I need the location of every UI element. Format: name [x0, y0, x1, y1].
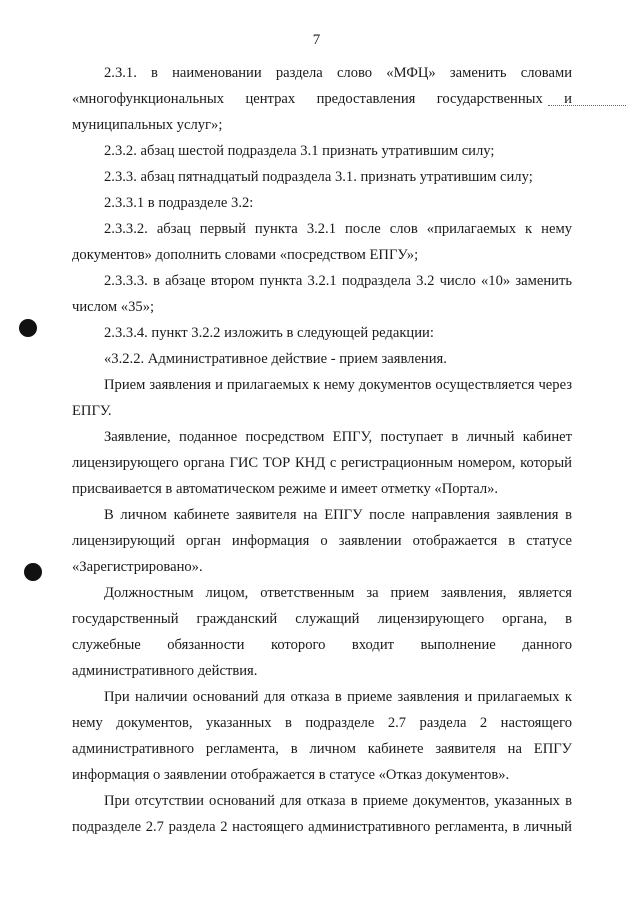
paragraph: 2.3.1. в наименовании раздела слово «МФЦ» заменить словами «многофункциональных центрах предоставления государственных и муниципальных услуг»;	[72, 65, 572, 133]
paragraph: «3.2.2. Административное действие - прием заявления.	[104, 351, 447, 367]
paragraph: В личном кабинете заявителя на ЕПГУ после направления заявления в лицензирующий орган информация о заявлении отображается в статусе «Зарегистрировано».	[72, 507, 572, 575]
paragraph: 2.3.3.4. пункт 3.2.2 изложить в следующей редакции:	[104, 325, 434, 341]
paragraph: При отсутствии оснований для отказа в приеме документов, указанных в подразделе 2.7 раздела 2 настоящего административного регламента, в личный	[72, 793, 572, 835]
paragraph: 2.3.3.1 в подразделе 3.2:	[104, 195, 254, 211]
paragraph: При наличии оснований для отказа в приеме заявления и прилагаемых к нему документов, указанных в подразделе 2.7 раздела 2 настоящего административного регламента, в личном кабинете заявителя на ЕПГУ информация о заявлении отображается в статусе «Отказ документов».	[72, 689, 572, 783]
punch-hole	[19, 319, 37, 337]
paragraph: Заявление, поданное посредством ЕПГУ, поступает в личный кабинет лицензирующего органа ГИС ТОР КНД с регистрационным номером, который присваивается в автоматическом режиме и имеет отметку «Портал».	[72, 429, 572, 497]
page-number: 7	[312, 32, 321, 48]
document-body	[72, 60, 572, 840]
paragraph: 2.3.2. абзац шестой подраздела 3.1 признать утратившим силу;	[104, 143, 495, 159]
paragraph: 2.3.3. абзац пятнадцатый подраздела 3.1. признать утратившим силу;	[104, 169, 533, 185]
paragraph: 2.3.3.3. в абзаце втором пункта 3.2.1 подраздела 3.2 число «10» заменить числом «35»;	[72, 273, 572, 315]
paragraph: Прием заявления и прилагаемых к нему документов осуществляется через ЕПГУ.	[72, 377, 572, 419]
punch-hole	[24, 563, 42, 581]
paragraph: Должностным лицом, ответственным за прием заявления, является государственный гражданский служащий лицензирующего органа, в служебные обязанности которого входит выполнение данного административного действия.	[72, 585, 572, 679]
paragraph: 2.3.3.2. абзац первый пункта 3.2.1 после слов «прилагаемых к нему документов» дополнить словами «посредством ЕПГУ»;	[72, 221, 572, 263]
